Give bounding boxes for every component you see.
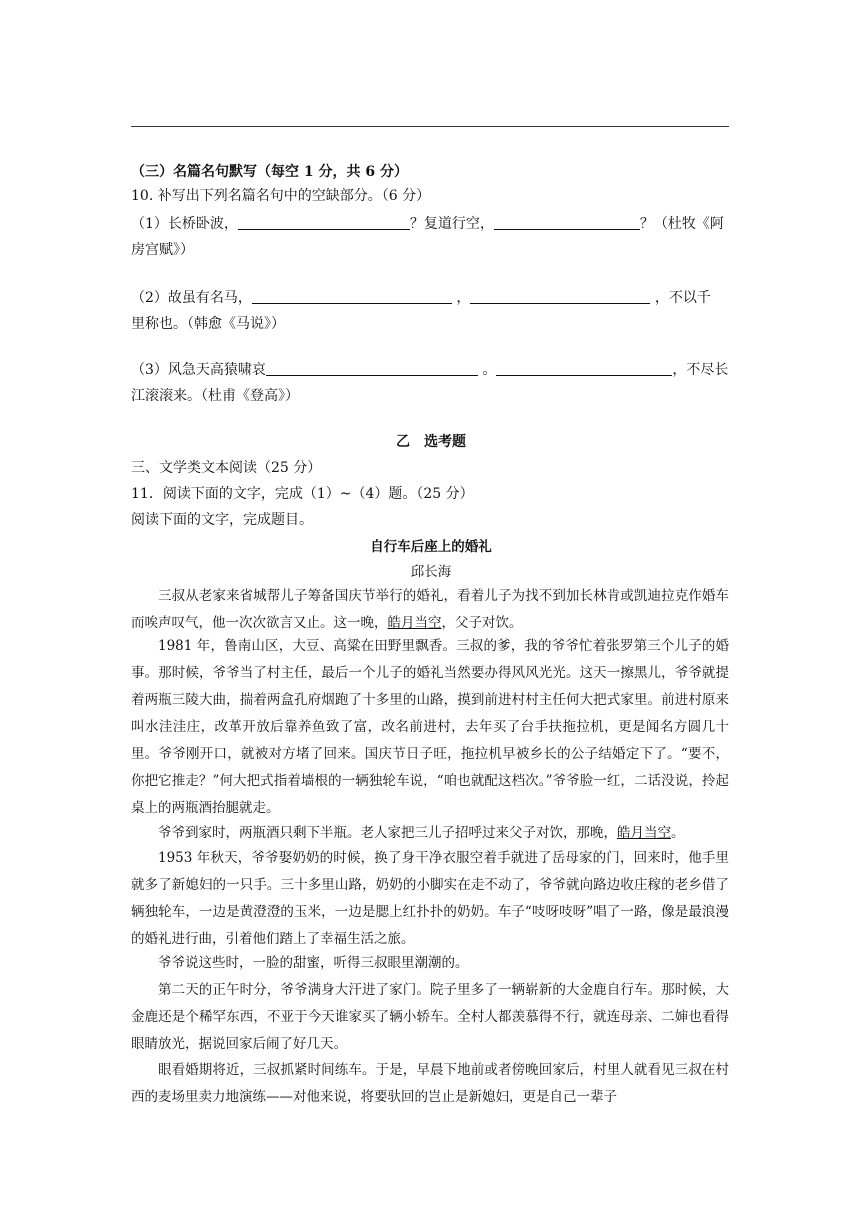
item-3-text-a: （3）风急天高猿啸哀 — [131, 362, 266, 378]
section-3-heading: 三、文学类文本阅读（25 分） — [131, 460, 322, 476]
paragraph-1-text: 三叔从老家来省城帮儿子筹备国庆节举行的婚礼，看着儿子为找不到加长林肯或凯迪拉克作婚车而唉声叹气，他一次次欲言又止。这一晚， — [131, 588, 729, 631]
paragraph-3-text: 爷爷到家时，两瓶酒只剩下半瓶。老人家把三儿子招呼过来父子对饮，那晚， — [158, 825, 617, 841]
paragraph-6: 第二天的正午时分，爷爷满身大汗进了家门。院子里多了一辆崭新的大金鹿自行车。那时候，大金鹿还是个稀罕东西，不亚于今天谁家买了辆小轿车。全村人都羡慕得不行，就连母亲、二婶也看得眼睛放光，据说回家后闹了好几天。 — [131, 982, 729, 1052]
paragraph-1-end: ，父子对饮。 — [441, 615, 523, 631]
item-2-line-2: 里称也。（韩愈《马说》） — [131, 316, 285, 332]
section-heading: （三）名篇名句默写（每空 1 分，共 6 分） — [131, 164, 408, 180]
blank-2b[interactable] — [470, 287, 650, 304]
blank-3a[interactable] — [266, 359, 478, 376]
paragraph-1 — [131, 583, 729, 637]
item-2-line-1 — [131, 286, 731, 310]
item-3-text-c: ，不尽长 — [672, 362, 729, 378]
blank-1b[interactable] — [494, 213, 640, 230]
blank-1a[interactable] — [238, 213, 410, 230]
paragraph-5: 爷爷说这些时，一脸的甜蜜，听得三叔眼里潮潮的。 — [158, 955, 469, 971]
paragraph-3-end: 。 — [671, 825, 685, 841]
underlined-phrase: 皓月当空 — [617, 825, 671, 841]
item-3-line-1 — [131, 358, 731, 382]
blank-2a[interactable] — [252, 287, 452, 304]
part-title: 乙 选考题 — [396, 434, 466, 450]
paragraph-7: 眼看婚期将近，三叔抓紧时间练车。于是，早晨下地前或者傍晚回家后，村里人就看见三叔在村西的麦场里卖力地演练——对他来说，将要驮回的岂止是新媳妇，更是自己一辈子 — [131, 1062, 729, 1105]
item-3-text-b: 。 — [482, 362, 497, 378]
underlined-phrase: 皓月当空 — [387, 615, 442, 631]
paragraph-4: 1953 年秋天，爷爷娶奶奶的时候，换了身干净衣服空着手就进了岳母家的门，回来时，他手里就多了新媳妇的一只手。三十多里山路，奶奶的小脚实在走不动了，爷爷就向路边收庄稼的老乡借了辆独轮车，一边是黄澄澄的玉米，一边是腮上红扑扑的奶奶。车子“吱呀吱呀”唱了一路，像是最浪漫的婚礼进行曲，引着他们踏上了幸福生活之旅。 — [131, 850, 729, 947]
item-3-line-2: 江滚滚来。（杜甫《登高》） — [131, 388, 299, 404]
header-rule — [131, 126, 729, 127]
item-2-text-c: ，不以千 — [654, 290, 711, 306]
paragraph-3 — [131, 820, 729, 847]
item-1-text-b: ？复道行空， — [409, 216, 494, 232]
item-1-text-c: ？（杜牧《阿 — [639, 216, 724, 232]
question-11: 11．阅读下面的文字，完成（1）~（4）题。（25 分） — [131, 486, 474, 502]
paragraph-2: 1981 年，鲁南山区，大豆、高粱在田野里飘香。三叔的爹，我的爷爷忙着张罗第三个儿子的婚事。那时候，爷爷当了村主任，最后一个儿子的婚礼当然要办得风风光光。这天一擦黑儿，爷爷就提着两瓶三陵大曲，揣着两盒孔府烟跑了十多里的山路，摸到前进村村主任何大把式家里。前进村原来叫水洼洼庄，改革开放后靠养鱼致了富，改名前进村，去年买了台手扶拖拉机，更是闻名方圆几十里。爷爷刚开口，就被对方堵了回来。国庆节日子旺，拖拉机早被乡长的公子结婚定下了。“要不，你把它推走？”何大把式指着墙根的一辆独轮车说，“咱也就配这档次。”爷爷脸一红，二话没说，拎起桌上的两瓶酒抬腿就走。 — [131, 638, 729, 816]
question-10: 10. 补写出下列名篇名句中的空缺部分。（6 分） — [131, 188, 431, 204]
item-2-text-b: ， — [456, 290, 471, 306]
item-2-text-a: （2）故虽有名马， — [131, 290, 252, 306]
instruction: 阅读下面的文字，完成题目。 — [131, 512, 313, 528]
blank-3b[interactable] — [496, 359, 672, 376]
story-author: 邱长海 — [410, 564, 452, 580]
item-1-line-2: 房宫赋》） — [131, 242, 194, 258]
story-title: 自行车后座上的婚礼 — [370, 539, 492, 555]
item-1-text-a: （1）长桥卧波， — [131, 216, 238, 232]
item-1-line-1 — [131, 212, 731, 236]
